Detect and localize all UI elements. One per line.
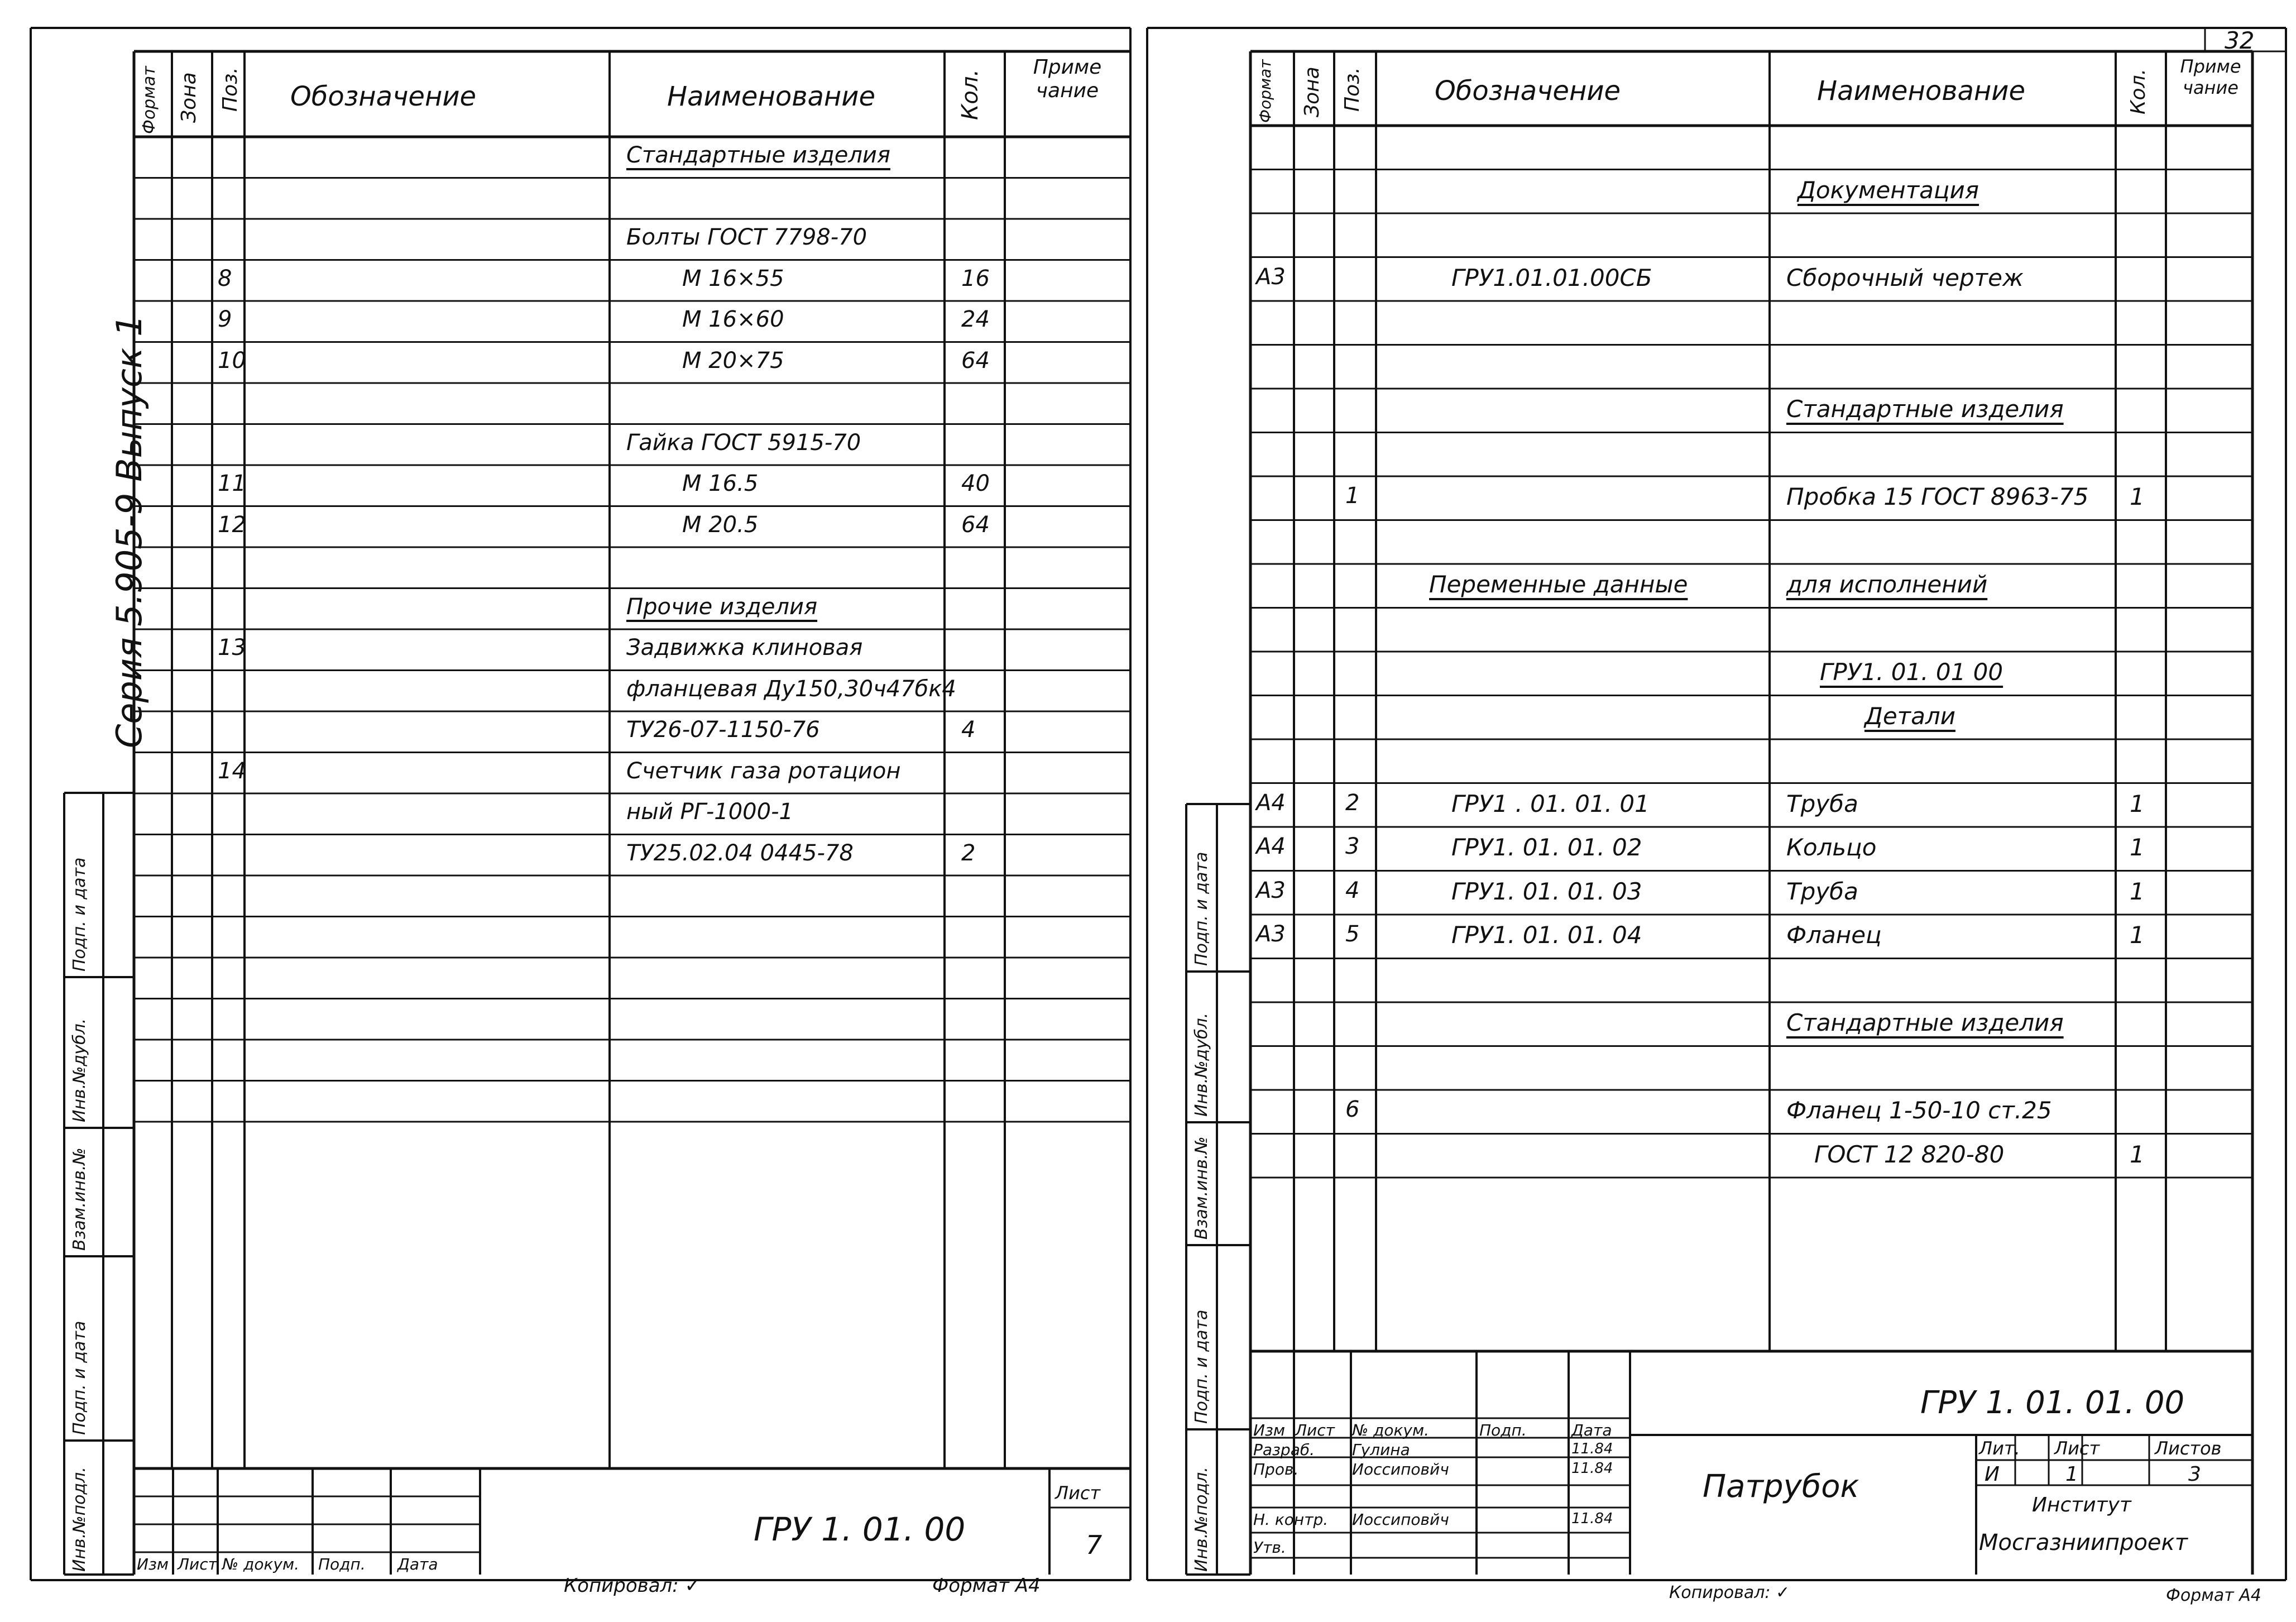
header-designation: Обозначение: [1435, 75, 1621, 107]
signatory-role: Н. контр.: [1253, 1510, 1329, 1529]
row-position: 10: [218, 347, 246, 374]
row-qty: 16: [961, 265, 990, 291]
series-margin-text: Серия 5.905-9 Выпуск 1: [109, 314, 150, 748]
format-note: Формат А4: [932, 1575, 1041, 1597]
row-name: M 16×55: [682, 265, 784, 291]
signatory-date: 11.84: [1571, 1460, 1613, 1477]
row-qty: 1: [2130, 834, 2145, 861]
header-format: Формат: [140, 66, 159, 134]
row-position: 4: [1345, 877, 1360, 903]
margin-stamp-label: Взам.инв.№: [70, 1147, 89, 1251]
margin-stamp-label: Взам.инв.№: [1192, 1136, 1211, 1240]
row-name: Счетчик газа ротацион: [626, 758, 901, 784]
row-designation: ГРУ1. 01. 01. 02: [1451, 834, 1642, 861]
format-note: Формат А4: [2166, 1586, 2261, 1605]
row-position: 11: [218, 471, 246, 496]
title-col-label: Дата: [397, 1555, 438, 1573]
header-format: Формат: [1256, 59, 1274, 123]
sheet-label: Лист: [2054, 1438, 2100, 1459]
row-name: ТУ25.02.04 0445-78: [626, 840, 854, 866]
row-name: Прочие изделия: [626, 594, 818, 620]
title-col-label: Подп.: [1479, 1421, 1527, 1439]
signatory-date: 11.84: [1571, 1441, 1613, 1457]
row-designation: ГРУ1. 01. 01. 04: [1451, 921, 1642, 949]
header-pos: Поз.: [219, 67, 242, 112]
title-sheet-no: 7: [1086, 1530, 1103, 1560]
signatory-name: Иоссиповйч: [1352, 1460, 1449, 1479]
row-name: Пробка 15 ГОСТ 8963-75: [1786, 483, 2089, 510]
title-col-label: № докум.: [1352, 1421, 1430, 1439]
row-qty: 24: [961, 307, 990, 332]
lit-label: Лит.: [1979, 1438, 2020, 1459]
header-note: Приме чание: [2180, 56, 2241, 98]
row-designation: ГРУ1 . 01. 01. 01: [1451, 790, 1650, 817]
title-col-label: Изм: [137, 1555, 169, 1573]
header-qty: Кол.: [2127, 68, 2150, 114]
row-qty: 1: [2130, 790, 2145, 817]
row-name: Детали: [1864, 702, 1955, 730]
row-position: 9: [218, 307, 232, 332]
row-qty: 64: [961, 511, 990, 538]
signatory-role: Пров.: [1253, 1460, 1299, 1479]
signatory-role: Утв.: [1253, 1538, 1286, 1557]
margin-stamp-label: Подп. и дата: [70, 1320, 89, 1435]
row-name: ТУ26-07-1150-76: [626, 717, 820, 743]
row-name: ГРУ1. 01. 01 00: [1820, 658, 2003, 686]
margin-stamp-label: Подп. и дата: [1192, 851, 1211, 966]
margin-stamp-label: Инв.№дубл.: [1192, 1012, 1211, 1117]
margin-stamp-label: Инв.№дубл.: [70, 1018, 89, 1122]
margin-stamp-label: Подп. и дата: [70, 857, 89, 972]
row-qty: 4: [961, 717, 976, 743]
header-pos: Поз.: [1341, 67, 1364, 112]
row-position: 3: [1345, 834, 1360, 859]
title-col-label: Подп.: [318, 1555, 366, 1573]
row-name: Стандартные изделия: [1786, 395, 2064, 423]
header-name: Наименование: [1817, 75, 2026, 107]
title-col-label: Дата: [1571, 1421, 1612, 1439]
row-name: M 20×75: [682, 347, 784, 374]
sheet-value: 1: [2065, 1463, 2078, 1486]
row-name: M 20.5: [682, 511, 759, 538]
row-format: А3: [1256, 264, 1286, 290]
margin-stamp-label: Инв.№подл.: [1192, 1467, 1211, 1572]
row-name: Труба: [1786, 790, 1858, 817]
row-name: Фланец: [1786, 921, 1882, 949]
row-name: ГОСТ 12 820-80: [1814, 1140, 2005, 1168]
signatory-name: Гулина: [1352, 1441, 1410, 1459]
header-zone: Зона: [178, 72, 200, 123]
row-qty: 1: [2130, 1140, 2145, 1168]
title-col-label: № докум.: [222, 1555, 300, 1573]
row-name: Сборочный чертеж: [1786, 264, 2024, 291]
row-qty: 64: [961, 347, 990, 374]
row-designation: ГРУ1. 01. 01. 03: [1451, 877, 1642, 905]
row-qty: 1: [2130, 483, 2145, 510]
row-name: Кольцо: [1786, 834, 1877, 861]
header-qty: Кол.: [957, 69, 983, 120]
row-position: 5: [1345, 921, 1360, 947]
title-col-label: Изм: [1253, 1421, 1285, 1439]
row-qty: 1: [2130, 921, 2145, 949]
row-qty: 2: [961, 840, 976, 866]
row-name: M 16×60: [682, 307, 784, 332]
organization-line2: Мосгазниипроект: [1979, 1530, 2188, 1556]
row-qty: 40: [961, 471, 990, 496]
row-name: Гайка ГОСТ 5915-70: [626, 429, 861, 456]
copied-note: Копировал: ✓: [564, 1575, 701, 1597]
row-name: Труба: [1786, 877, 1858, 905]
row-name: Стандартные изделия: [1786, 1009, 2064, 1036]
row-name: Стандартные изделия: [626, 142, 890, 168]
row-format: А3: [1256, 877, 1286, 903]
margin-stamp-label: Инв.№подл.: [70, 1467, 89, 1572]
row-qty: 1: [2130, 877, 2145, 905]
header-designation: Обозначение: [290, 81, 477, 112]
sheets-label: Листов: [2155, 1438, 2222, 1459]
row-format: А4: [1256, 790, 1286, 816]
title-col-label: Лист: [1295, 1421, 1335, 1439]
title-product-name: Патрубок: [1703, 1468, 1859, 1505]
row-position: 1: [1345, 483, 1360, 509]
row-name: Задвижка клиновая: [626, 635, 863, 661]
row-name: Болты ГОСТ 7798-70: [626, 224, 867, 250]
row-position: 12: [218, 511, 246, 538]
row-position: 6: [1345, 1097, 1360, 1122]
row-format: А4: [1256, 834, 1286, 859]
lit-value: И: [1985, 1463, 2000, 1486]
row-name: фланцевая Ду150,30ч47бк4: [626, 676, 956, 702]
row-position: 13: [218, 635, 246, 661]
row-name: M 16.5: [682, 471, 759, 496]
row-designation: Переменные данные: [1429, 571, 1688, 598]
row-position: 14: [218, 758, 246, 784]
organization-line1: Институт: [2032, 1494, 2131, 1516]
signatory-date: 11.84: [1571, 1510, 1613, 1527]
signatory-name: Иоссиповйч: [1352, 1510, 1449, 1529]
title-col-label: Лист: [178, 1555, 217, 1573]
row-position: 2: [1345, 790, 1360, 816]
page-number: 32: [2225, 27, 2255, 54]
row-format: А3: [1256, 921, 1286, 947]
margin-stamp-label: Подп. и дата: [1192, 1309, 1211, 1424]
sheets-value: 3: [2188, 1463, 2201, 1486]
signatory-role: Разраб.: [1253, 1441, 1315, 1459]
row-position: 8: [218, 265, 232, 291]
row-name: для исполнений: [1786, 571, 1988, 598]
header-name: Наименование: [667, 81, 876, 112]
header-zone: Зона: [1301, 66, 1324, 117]
row-name: Фланец 1-50-10 ст.25: [1786, 1097, 2052, 1124]
header-note: Приме чание: [1033, 56, 1102, 102]
row-designation: ГРУ1.01.01.00СБ: [1451, 264, 1652, 291]
title-designation: ГРУ 1. 01. 01. 00: [1920, 1385, 2185, 1421]
row-name: ный РГ-1000-1: [626, 799, 793, 825]
title-sheet-label: Лист: [1055, 1482, 1101, 1504]
copied-note: Копировал: ✓: [1669, 1583, 1790, 1602]
title-designation: ГРУ 1. 01. 00: [754, 1510, 966, 1548]
row-name: Документация: [1798, 176, 1979, 204]
